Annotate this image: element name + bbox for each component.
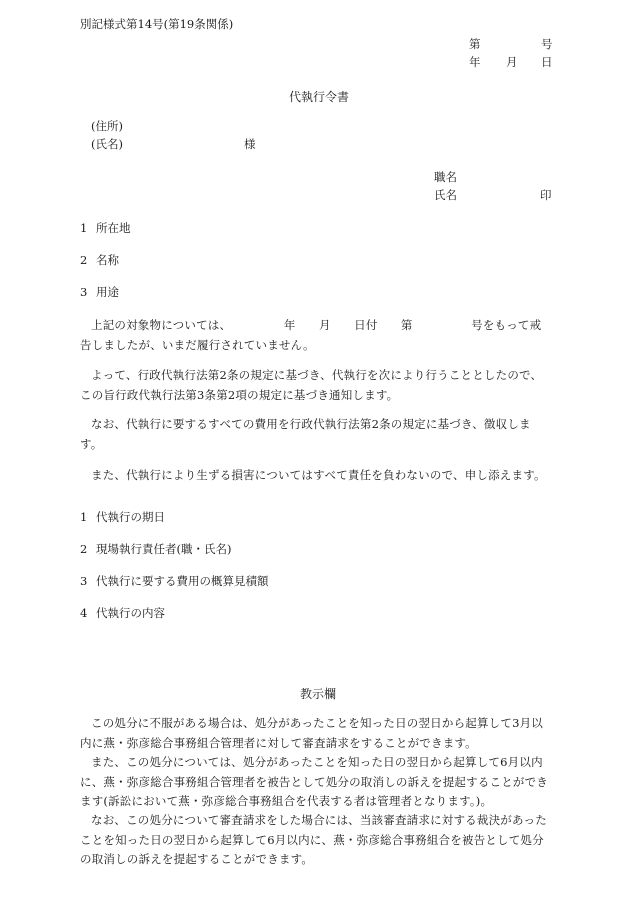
execution-item-cost-estimate: 代執行に要する費用の概算見積額: [96, 574, 269, 588]
notice-paragraph-appeal: この処分に不服がある場合は、処分があったことを知った日の翌日から起算して3月以内に燕・弥彦総合事務組合管理者に対して審査請求をすることができます。: [80, 716, 543, 750]
seal-label: 印: [540, 188, 552, 202]
execution-item-number: 4: [80, 606, 88, 620]
execution-item-number: 2: [80, 542, 88, 556]
property-item-use: 用途: [96, 285, 119, 299]
property-item-location: 所在地: [96, 221, 131, 235]
honorific: 様: [244, 137, 256, 151]
body-paragraph-costs: なお、代執行に要するすべての費用を行政代執行法第2条の規定に基づき、徴収します。: [80, 417, 531, 451]
execution-item-date: 代執行の期日: [96, 510, 165, 524]
notice-paragraph-after-appeal: なお、この処分について審査請求をした場合には、当該審査請求に対する裁決があったことを知った日の翌日から起算して6月以内に、燕・弥彦総合事務組合を被告として処分の取消しの訴えを提起することができます。: [80, 813, 547, 866]
execution-item-number: 1: [80, 510, 88, 524]
number-suffix: 号: [541, 37, 553, 51]
date-year: 年: [469, 55, 481, 69]
property-item-number: 2: [80, 253, 88, 267]
notice-heading: 教示欄: [300, 687, 337, 701]
notice-paragraph-lawsuit: また、この処分については、処分があったことを知った日の翌日から起算して6月以内に、燕・弥彦総合事務組合管理者を被告として処分の取消しの訴えを提起することができます(訴訟において燕・弥彦総合事務組合を代表する者は管理者となります。)。: [80, 755, 548, 808]
property-item-name: 名称: [96, 253, 119, 267]
form-label: 別記様式第14号(第19条関係): [80, 17, 234, 31]
property-item-number: 1: [80, 221, 88, 235]
date-month: 月: [506, 55, 518, 69]
address-label: (住所): [91, 119, 123, 133]
execution-item-number: 3: [80, 574, 88, 588]
body-paragraph-notice: よって、行政代執行法第2条の規定に基づき、代執行を次により行うこととしたので、この旨行政代執行法第3条第2項の規定に基づき通知します。: [80, 368, 543, 402]
execution-item-content: 代執行の内容: [96, 606, 165, 620]
property-item-number: 3: [80, 285, 88, 299]
number-prefix: 第: [469, 37, 481, 51]
name-label: (氏名): [91, 137, 123, 151]
execution-item-supervisor: 現場執行責任者(職・氏名): [96, 542, 232, 556]
date-day: 日: [541, 55, 553, 69]
body-paragraph-warning: 上記の対象物については、 年 月 日付 第 号をもって戒告しましたが、いまだ履行されていません。: [80, 318, 542, 352]
body-paragraph-damages: また、代執行により生ずる損害についてはすべて責任を負わないので、申し添えます。: [91, 468, 546, 482]
issuer-name-label: 氏名: [434, 188, 457, 202]
document-title: 代執行令書: [289, 90, 350, 104]
issuer-position-label: 職名: [434, 170, 457, 184]
